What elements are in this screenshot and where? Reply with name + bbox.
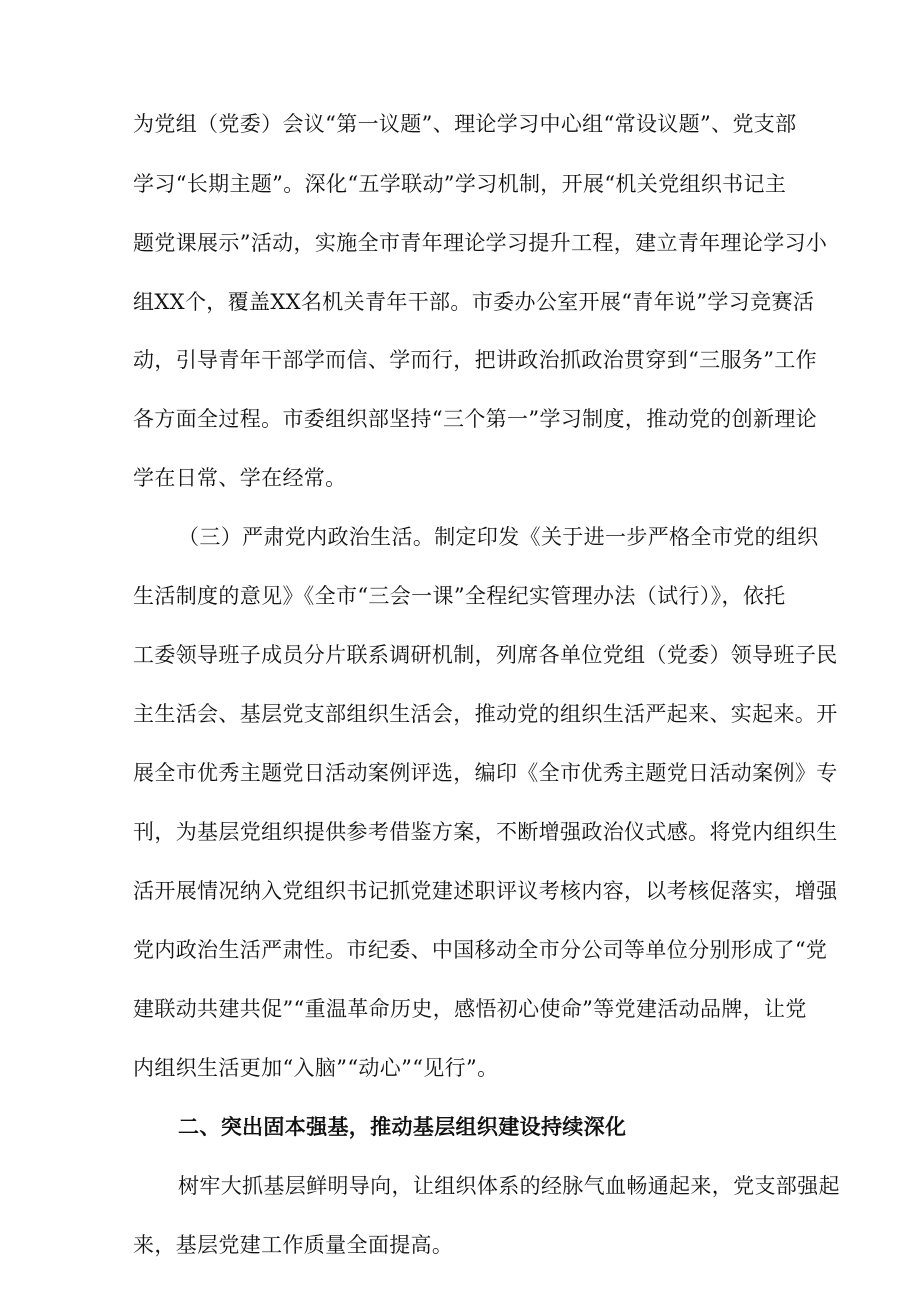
body-line: 题党课展示”活动，实施全市青年理论学习提升工程，建立青年理论学习小 — [133, 231, 828, 255]
body-line: 建联动共建共促”“重温革命历史，感悟初心使命”等党建活动品牌，让党 — [133, 997, 807, 1021]
section-two-heading: 二、突出固本强基，推动基层组织建设持续深化 — [178, 1115, 627, 1139]
body-line: 生活制度的意见》《全市“三会一课”全程纪实管理办法（试行）》，依托 — [133, 584, 786, 608]
body-line: 内组织生活更加“入脑”“动心”“见行”。 — [133, 1056, 499, 1080]
body-line: 学在日常、学在经常。 — [133, 466, 347, 490]
body-line: 动，引导青年干部学而信、学而行，把讲政治抓政治贯穿到“三服务”工作 — [133, 348, 818, 372]
body-line: 工委领导班子成员分片联系调研机制，列席各单位党组（党委）领导班子民 — [133, 643, 838, 667]
body-line: 各方面全过程。市委组织部坚持“三个第一”学习制度，推动党的创新理论 — [133, 407, 818, 431]
body-line: 来，基层党建工作质量全面提高。 — [133, 1233, 454, 1257]
body-line: 刊，为基层党组织提供参考借鉴方案，不断增强政治仪式感。将党内组织生 — [133, 820, 838, 844]
body-line: 活开展情况纳入党组织书记抓党建述职评议考核内容，以考核促落实，增强 — [133, 879, 838, 903]
section-three-first-line: （三）严肃党内政治生活。制定印发《关于进一步严格全市党的组织 — [178, 525, 819, 549]
paragraph-first-line: 树牢大抓基层鲜明导向，让组织体系的经脉气血畅通起来，党支部强起 — [178, 1174, 840, 1198]
body-line: 党内政治生活严肃性。市纪委、中国移动全市分公司等单位分别形成了“党 — [133, 938, 828, 962]
body-line: 为党组（党委）会议“第一议题”、理论学习中心组“常设议题”、党支部 — [133, 112, 797, 136]
body-line: 组XX个，覆盖XX名机关青年干部。市委办公室开展“青年说”学习竞赛活 — [133, 290, 815, 314]
body-line: 展全市优秀主题党日活动案例评选，编印《全市优秀主题党日活动案例》专 — [133, 761, 838, 785]
body-line: 主生活会、基层党支部组织生活会，推动党的组织生活严起来、实起来。开 — [133, 702, 838, 726]
body-line: 学习“长期主题”。深化“五学联动”学习机制，开展“机关党组织书记主 — [133, 172, 787, 196]
